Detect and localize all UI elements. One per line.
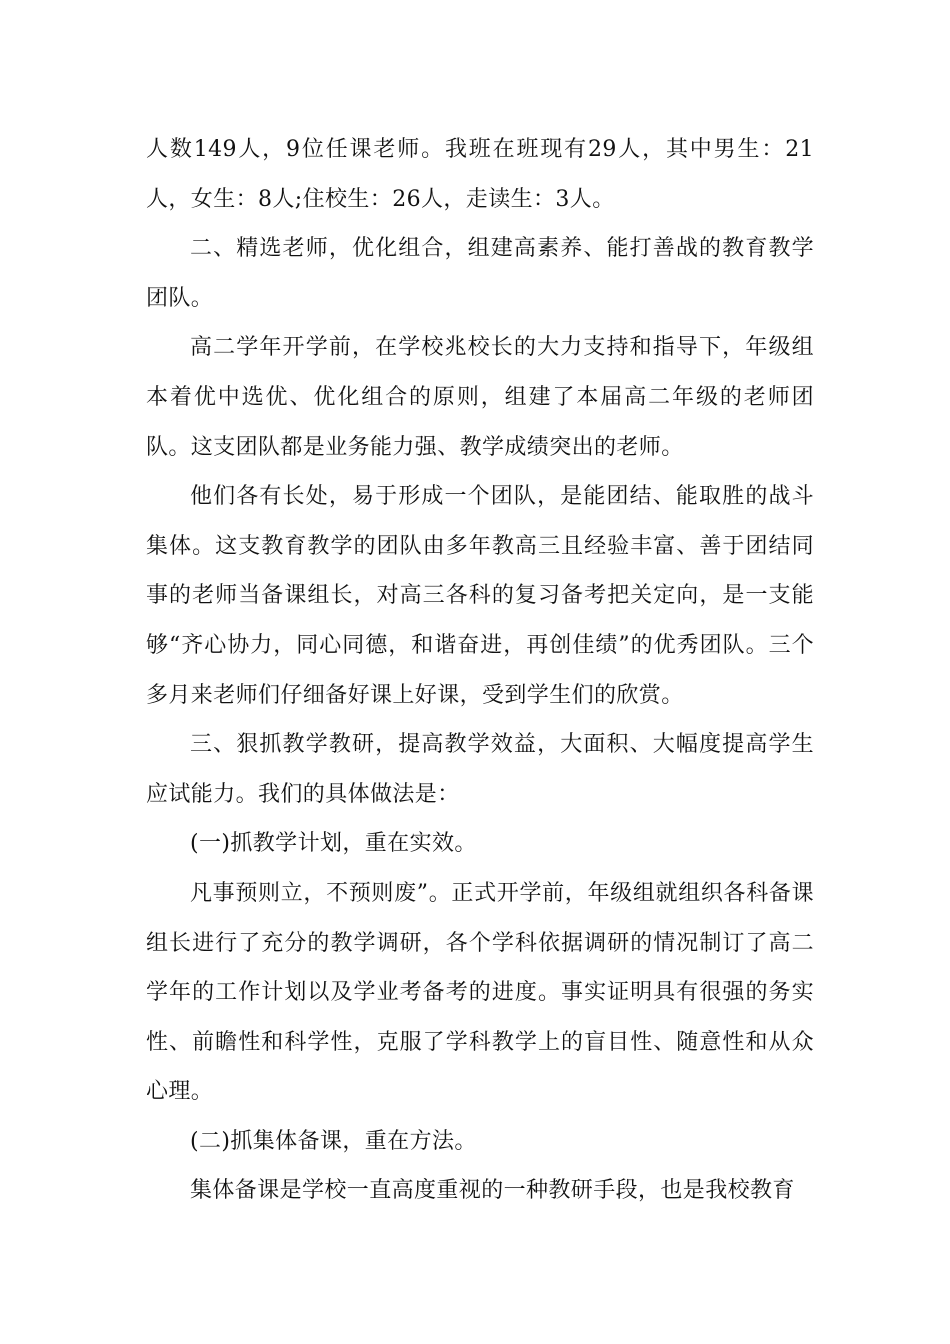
paragraph-class-stats: 人数149人，9位任课老师。我班在班现有29人，其中男生：21人，女生：8人;住校生：26人，走读生：3人。 (146, 137, 814, 212)
document-body (146, 125, 814, 1216)
heading-section-two: 二、精选老师，优化组合，组建高素养、能打善战的教育教学团队。 (146, 236, 814, 311)
heading-section-three: 三、狠抓教学教研，提高教学效益，大面积、大幅度提高学生应试能力。我们的具体做法是： (146, 732, 814, 807)
paragraph-team-strengths: 他们各有长处，易于形成一个团队，是能团结、能取胜的战斗集体。这支教育教学的团队由多年教高三且经验丰富、善于团结同事的老师当备课组长，对高三各科的复习备考把关定向，是一支能够“齐心协力，同心同德，和谐奋进，再创佳绩”的优秀团队。三个多月来老师们仔细备好课上好课，受到学生们的欣赏。 (146, 484, 814, 708)
paragraph-teaching-plan: 凡事预则立，不预则废”。正式开学前，年级组就组织各科备课组长进行了充分的教学调研，各个学科依据调研的情况制订了高二学年的工作计划以及学业考备考的进度。事实证明具有很强的务实性、前瞻性和科学性，克服了学科教学上的盲目性、随意性和从众心理。 (146, 880, 814, 1105)
paragraph-collective-preparation: 集体备课是学校一直高度重视的一种教研手段，也是我校教育 (190, 1178, 795, 1204)
paragraph-team-formation: 高二学年开学前，在学校兆校长的大力支持和指导下，年级组本着优中选优、优化组合的原则，组建了本届高二年级的老师团队。这支团队都是业务能力强、教学成绩突出的老师。 (146, 335, 814, 460)
subheading-collective-preparation: (二)抓集体备课，重在方法。 (190, 1128, 477, 1154)
subheading-teaching-plan: (一)抓教学计划，重在实效。 (190, 831, 477, 857)
